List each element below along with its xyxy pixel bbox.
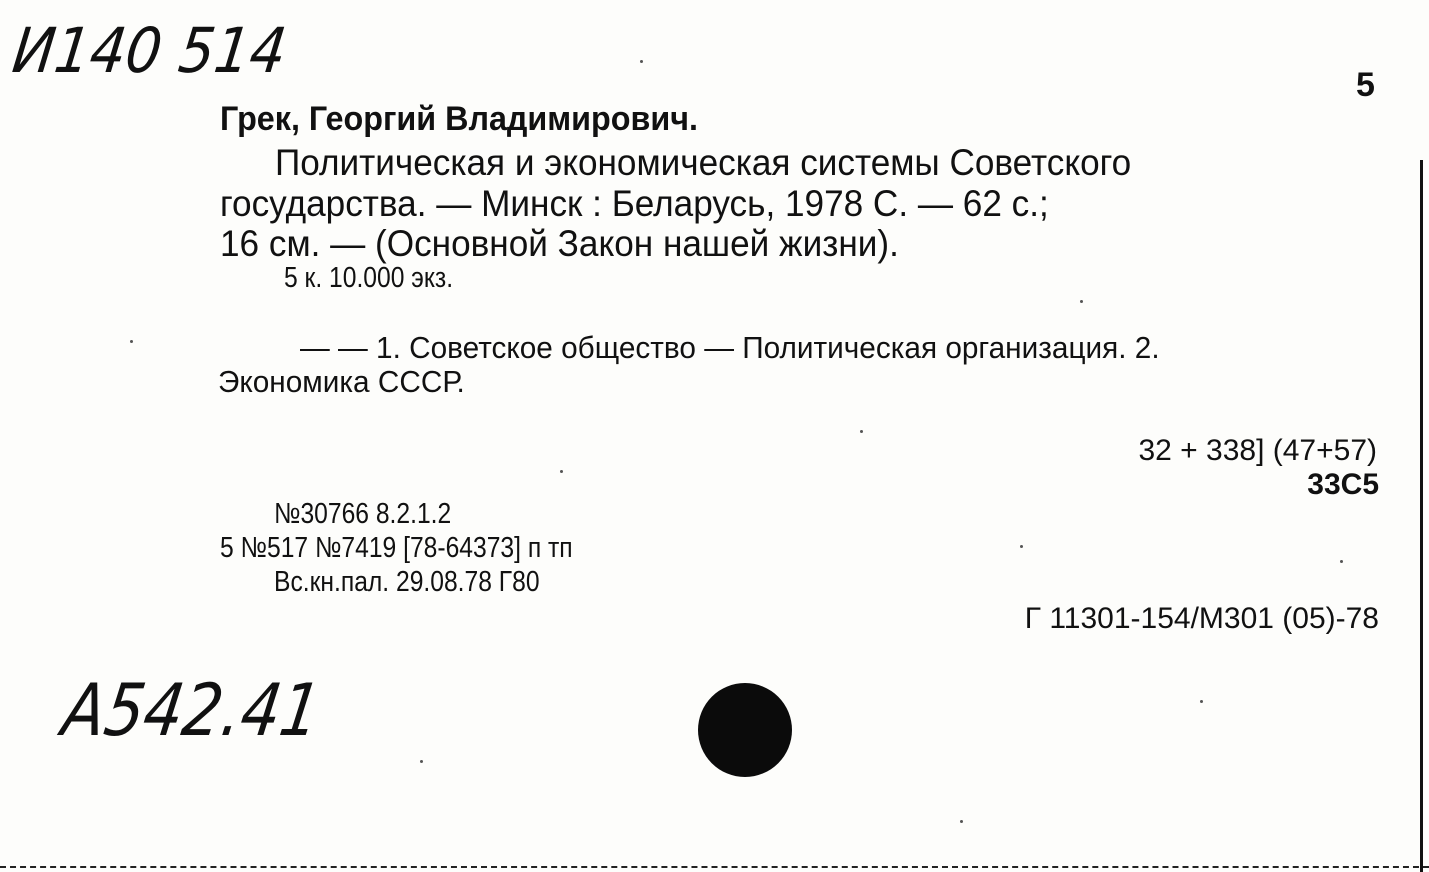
speck — [560, 470, 563, 473]
shelf-code: 33С5 — [1307, 468, 1379, 501]
title-line-1: Политическая и экономическая системы Советского — [275, 142, 1132, 183]
speck — [1020, 545, 1023, 548]
card-right-edge — [1420, 160, 1423, 872]
card-bottom-edge — [0, 865, 1429, 868]
record-line-2: 5 №517 №7419 [78-64373] п тп — [220, 532, 573, 564]
title-line-2: государства. — Минск : Беларусь, 1978 С. — 62 с.; — [220, 183, 1049, 224]
record-line-1: №30766 8.2.1.2 — [274, 498, 452, 530]
handwritten-call-number: И140 514 — [8, 14, 291, 87]
handwritten-shelf-mark: A542.41 — [57, 668, 327, 752]
price-run-line: 5 к. 10.000 экз. — [284, 262, 454, 294]
classification-index: 32 + 338] (47+57) — [1138, 434, 1377, 467]
speck — [860, 430, 863, 433]
subject-line-1: — — 1. Советское общество — Политическая организация. 2. — [300, 330, 1160, 365]
subject-line-2: Экономика СССР. — [218, 364, 465, 399]
speck — [130, 340, 133, 343]
publisher-code: Г 11301-154/М301 (05)-78 — [1024, 602, 1379, 635]
speck — [1200, 700, 1203, 703]
punch-hole — [698, 683, 792, 777]
speck — [640, 60, 643, 63]
speck — [1080, 300, 1083, 303]
record-line-3: Вс.кн.пал. 29.08.78 Г80 — [274, 566, 540, 598]
author-heading: Грек, Георгий Владимирович. — [220, 100, 698, 138]
title-line-3: 16 см. — (Основной Закон нашей жизни). — [220, 223, 899, 264]
page-number: 5 — [1356, 66, 1375, 104]
speck — [420, 760, 423, 763]
speck — [1340, 560, 1343, 563]
speck — [960, 820, 963, 823]
